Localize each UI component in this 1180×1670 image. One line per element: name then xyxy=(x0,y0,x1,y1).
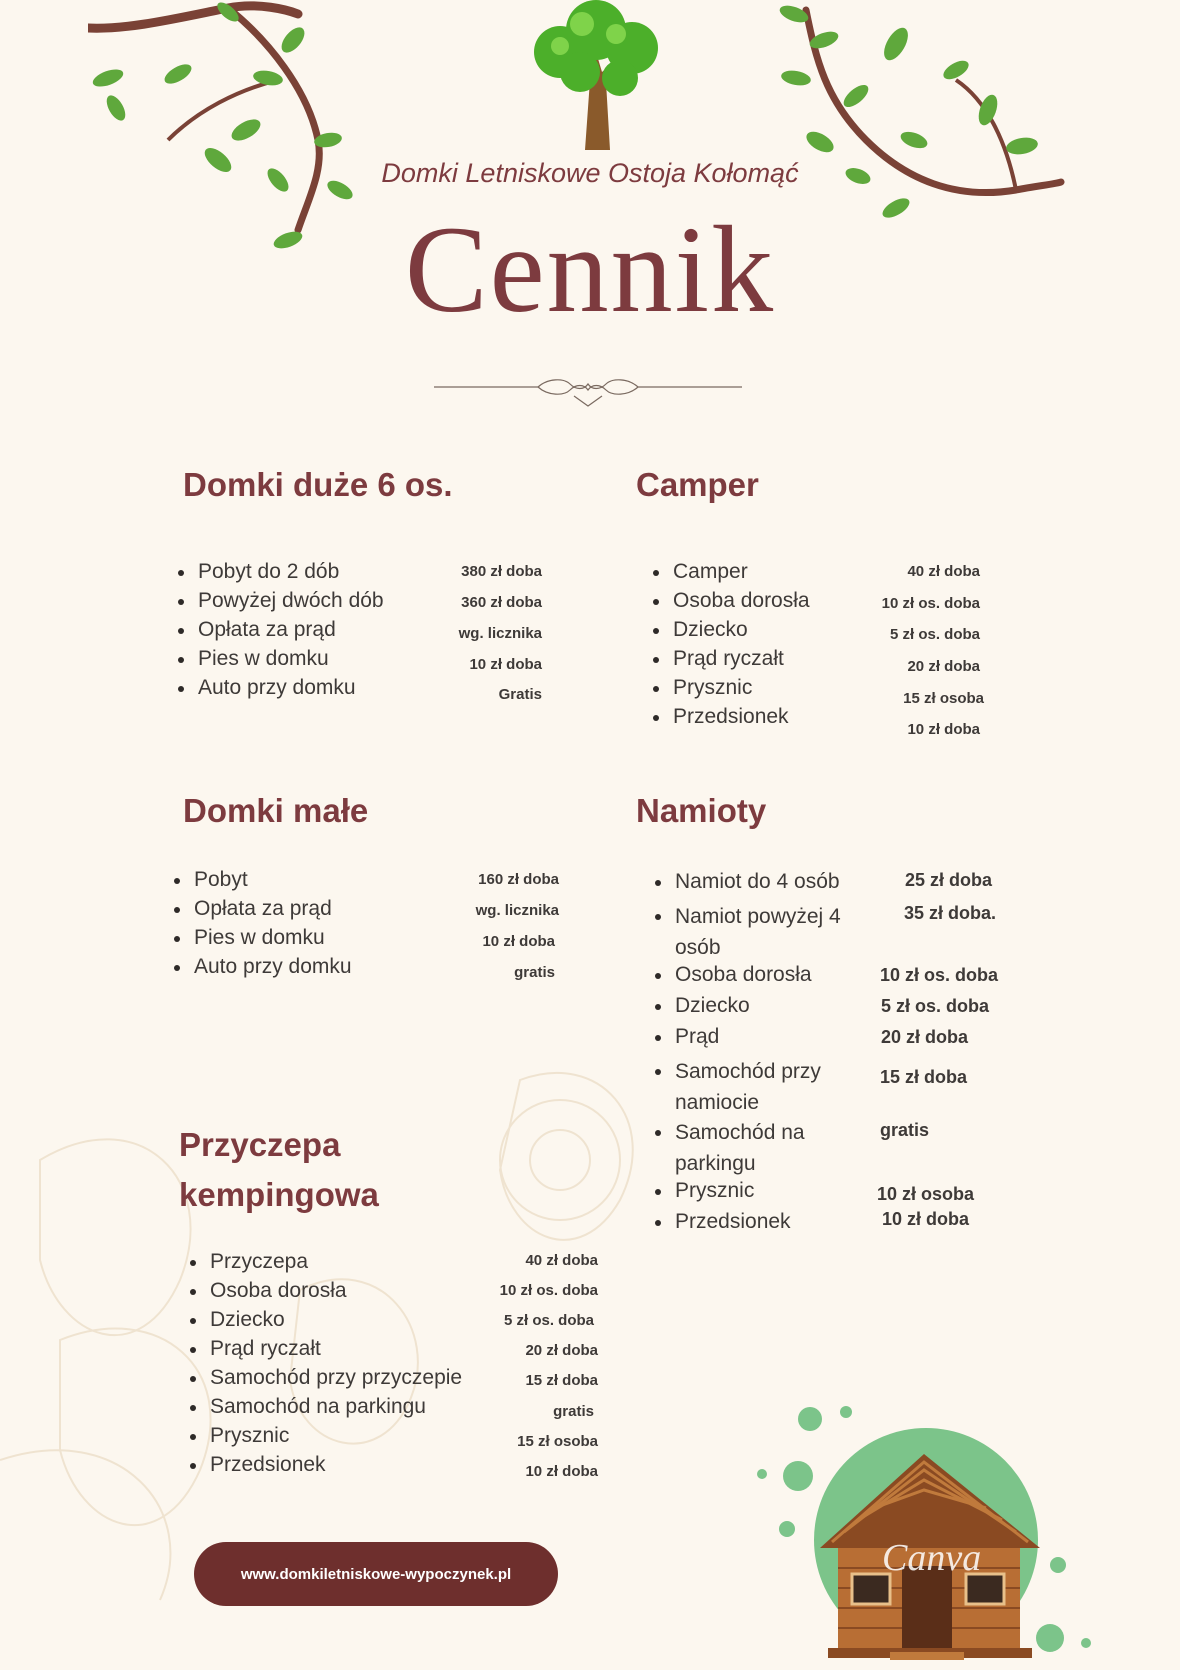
list-item: Prąd ryczałt xyxy=(653,647,784,671)
list-item: Prąd ryczałt xyxy=(190,1337,321,1361)
cabin-icon xyxy=(740,1390,1100,1670)
list-item: Opłata za prąd xyxy=(178,618,336,642)
price-value: 15 zł doba xyxy=(880,1067,968,1087)
price-value: 25 zł doba xyxy=(905,870,993,890)
list-item: Namiot do 4 osób xyxy=(655,870,840,894)
website-link-button[interactable]: www.domkiletniskowe-wypoczynek.pl xyxy=(194,1542,558,1606)
price-value: 10 zł os. doba xyxy=(499,1282,598,1299)
resort-name: Domki Letniskowe Ostoja Kołomąć xyxy=(381,158,799,188)
list-item: Pies w domku xyxy=(174,926,325,950)
price-value: 20 zł doba xyxy=(525,1342,598,1359)
price-value: 10 zł doba xyxy=(907,721,980,738)
price-value: gratis xyxy=(514,964,555,981)
list-item: Prąd xyxy=(655,1025,719,1049)
list-item: Powyżej dwóch dób xyxy=(178,589,384,613)
price-value: 10 zł doba xyxy=(469,656,542,673)
list-item: Prysznic xyxy=(190,1424,289,1448)
list-item: Osoba dorosła xyxy=(653,589,810,613)
ornament-divider-icon xyxy=(434,374,742,408)
list-item: Samochód na parkingu xyxy=(190,1395,426,1419)
list-item: Auto przy domku xyxy=(174,955,352,979)
price-value: 10 zł doba xyxy=(525,1463,598,1480)
section-heading-namioty: Namioty xyxy=(636,792,767,829)
section-heading-przyczepa: Przyczepa kempingowa xyxy=(179,1126,379,1213)
list-item: Prysznic xyxy=(655,1179,754,1203)
price-value: 10 zł os. doba xyxy=(881,595,980,612)
price-value: 10 zł doba xyxy=(882,1209,970,1229)
list-item: Pobyt xyxy=(174,868,248,892)
price-list-przyczepa xyxy=(190,1250,490,1490)
price-value: 5 zł os. doba xyxy=(881,996,990,1016)
list-item: Pies w domku xyxy=(178,647,329,671)
list-item: Opłata za prąd xyxy=(174,897,332,921)
price-value: 10 zł os. doba xyxy=(880,965,999,985)
tree-icon xyxy=(520,0,670,152)
price-value: 15 zł osoba xyxy=(517,1433,598,1450)
price-value: 15 zł doba xyxy=(525,1372,598,1389)
list-item: Samochód na parkingu xyxy=(655,1117,805,1179)
list-item: Pobyt do 2 dób xyxy=(178,560,339,584)
price-value: 380 zł doba xyxy=(461,563,542,580)
price-value: 15 zł osoba xyxy=(903,690,984,707)
section-heading-domki-male: Domki małe xyxy=(183,792,369,829)
price-value: wg. licznika xyxy=(458,625,542,642)
price-value: 20 zł doba xyxy=(907,658,980,675)
list-item: Osoba dorosła xyxy=(655,963,812,987)
list-item: Dziecko xyxy=(655,994,750,1018)
price-value: 10 zł osoba xyxy=(877,1184,975,1204)
price-list-camper xyxy=(653,560,873,740)
price-value: 5 zł os. doba xyxy=(889,626,980,643)
list-item: Przedsionek xyxy=(653,705,789,729)
list-item: Dziecko xyxy=(190,1308,285,1332)
list-item: Prysznic xyxy=(653,676,752,700)
price-value: 160 zł doba xyxy=(478,871,559,888)
list-item: Samochód przy namiocie xyxy=(655,1056,821,1118)
price-value: gratis xyxy=(880,1120,930,1140)
list-item: Auto przy domku xyxy=(178,676,356,700)
section-heading-domki-duze: Domki duże 6 os. xyxy=(183,466,453,503)
price-value: 5 zł os. doba xyxy=(503,1312,594,1329)
price-value: wg. licznika xyxy=(475,902,559,919)
price-value: Gratis xyxy=(498,686,542,703)
section-heading-camper: Camper xyxy=(636,466,759,503)
price-value: 360 zł doba xyxy=(461,594,542,611)
list-item: Camper xyxy=(653,560,748,584)
list-item: Dziecko xyxy=(653,618,748,642)
price-value: 10 zł doba xyxy=(482,933,555,950)
price-value: 20 zł doba xyxy=(881,1027,969,1047)
watermark-text: Canva xyxy=(882,1537,982,1579)
list-item: Przyczepa xyxy=(190,1250,308,1274)
price-value: 40 zł doba xyxy=(525,1252,598,1269)
list-item: Samochód przy przyczepie xyxy=(190,1366,462,1390)
price-value: gratis xyxy=(553,1403,594,1420)
page-title: Cennik xyxy=(404,201,776,338)
price-list-domki-male xyxy=(174,868,454,988)
price-list-namioty xyxy=(655,870,885,1240)
list-item: Namiot powyżej 4 osób xyxy=(655,901,841,963)
list-item: Przedsionek xyxy=(655,1210,791,1234)
price-value: 35 zł doba. xyxy=(904,903,997,923)
list-item: Przedsionek xyxy=(190,1453,326,1477)
price-value: 40 zł doba xyxy=(907,563,980,580)
list-item: Osoba dorosła xyxy=(190,1279,347,1303)
